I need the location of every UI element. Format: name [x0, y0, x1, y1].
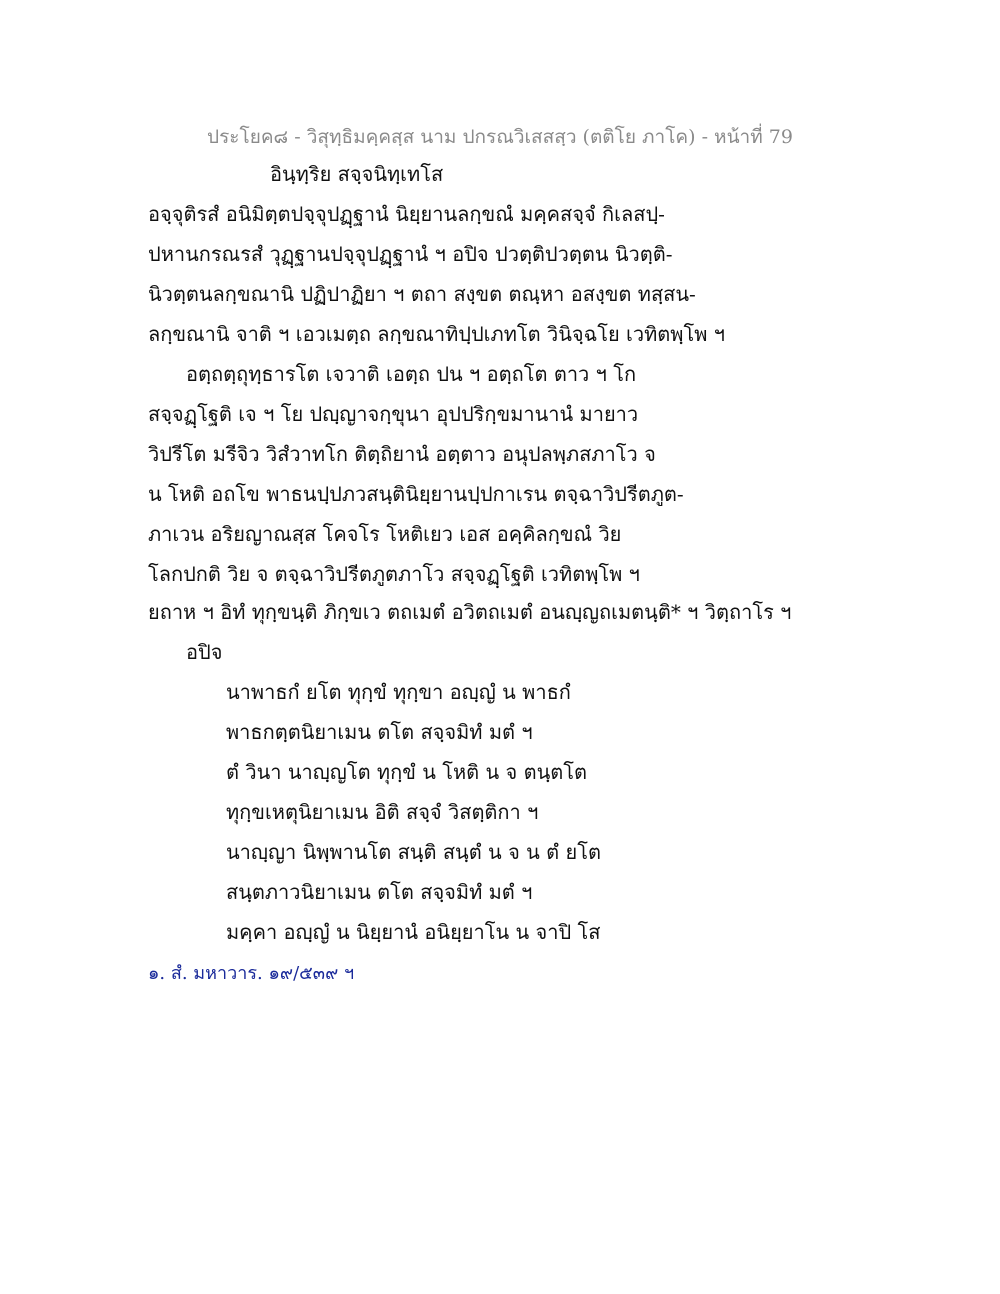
- verse-line: สนฺตภาวนิยาเมน ตโต สจฺจมิทํ มตํ ฯ: [226, 880, 533, 904]
- paragraph-line: วิปรีโต มรีจิว วิสํวาทโก ติตฺถิยานํ อตฺตาว อนุปลพฺภสภาโว จ: [148, 442, 656, 466]
- footnote: ๑. สํ. มหาวาร. ๑๙/๕๓๙ ฯ: [148, 963, 355, 984]
- verse-line: พาธกตฺตนิยาเมน ตโต สจฺจมิทํ มตํ ฯ: [226, 720, 533, 744]
- verse-line: ตํ วินา นาญฺญโต ทุกฺขํ น โหติ น จ ตนฺตโต: [226, 760, 588, 784]
- paragraph-line: โลกปกติ วิย จ ตจฺฉาวิปรีตภูตภาโว สจฺจฏฺโฐติ เวทิตพฺโพ ฯ: [148, 562, 640, 586]
- verse-line: มคฺคา อญฺญํ น นิยฺยานํ อนิยฺยาโน น จาปิ โส: [226, 920, 601, 944]
- verse-line: นาพาธกํ ยโต ทุกฺขํ ทุกฺขา อญฺญํ น พาธกํ: [226, 680, 571, 704]
- page-header: ประโยค๘ - วิสุทฺธิมคฺคสฺส นาม ปกรณวิเสสสฺว (ตติโย ภาโค) - หน้าที่ 79: [207, 126, 793, 148]
- verse-line: นาญฺญา นิพฺพานโต สนฺติ สนฺตํ น จ น ตํ ยโต: [226, 840, 601, 864]
- paragraph-line: อตฺถตฺถุทฺธารโต เจวาติ เอตฺถ ปน ฯ อตฺถโต ตาว ฯ โก: [186, 362, 637, 386]
- apica-line: อปิจ: [186, 640, 223, 664]
- paragraph-line: อจฺจุติรสํ อนิมิตฺตปจฺจุปฏฺฐานํ นิยฺยานลกฺขณํ มคฺคสจฺจํ กิเลสปฺ-: [148, 202, 665, 226]
- verse-line: ทุกฺขเหตุนิยาเมน อิติ สจฺจํ วิสตฺติกา ฯ: [226, 800, 539, 824]
- paragraph-line: ยถาห ฯ อิทํ ทุกฺขนฺติ ภิกฺขเว ตถเมตํ อวิตถเมตํ อนญฺญถเมตนฺติ* ฯ วิตฺถาโร ฯ: [148, 600, 792, 624]
- section-heading: อินฺทฺริย สจฺจนิทฺเทโส: [270, 162, 444, 186]
- paragraph-line: ลกฺขณานิ จาติ ฯ เอวเมตฺถ ลกฺขณาทิปฺปเภทโต วินิจฺฉโย เวทิตพฺโพ ฯ: [148, 322, 725, 346]
- paragraph-line: นิวตฺตนลกฺขณานิ ปฏิปาฏิยา ฯ ตถา สงฺขต ตณฺหา อสงฺขต ทสฺสน-: [148, 282, 696, 306]
- paragraph-line: สจฺจฏฺโฐติ เจ ฯ โย ปญฺญาจกฺขุนา อุปปริกฺขมานานํ มายาว: [148, 402, 639, 426]
- paragraph-line: ปหานกรณรสํ วุฏฺฐานปจฺจุปฏฺฐานํ ฯ อปิจ ปวตฺติปวตฺตน นิวตฺติ-: [148, 242, 673, 266]
- paragraph-line: น โหติ อถโข พาธนปฺปภวสนฺตินิยฺยานปฺปกาเรน ตจฺฉาวิปรีตภูต-: [148, 482, 684, 506]
- paragraph-line: ภาเวน อริยญาณสฺส โคจโร โหติเยว เอส อคฺคิลกฺขณํ วิย: [148, 522, 622, 546]
